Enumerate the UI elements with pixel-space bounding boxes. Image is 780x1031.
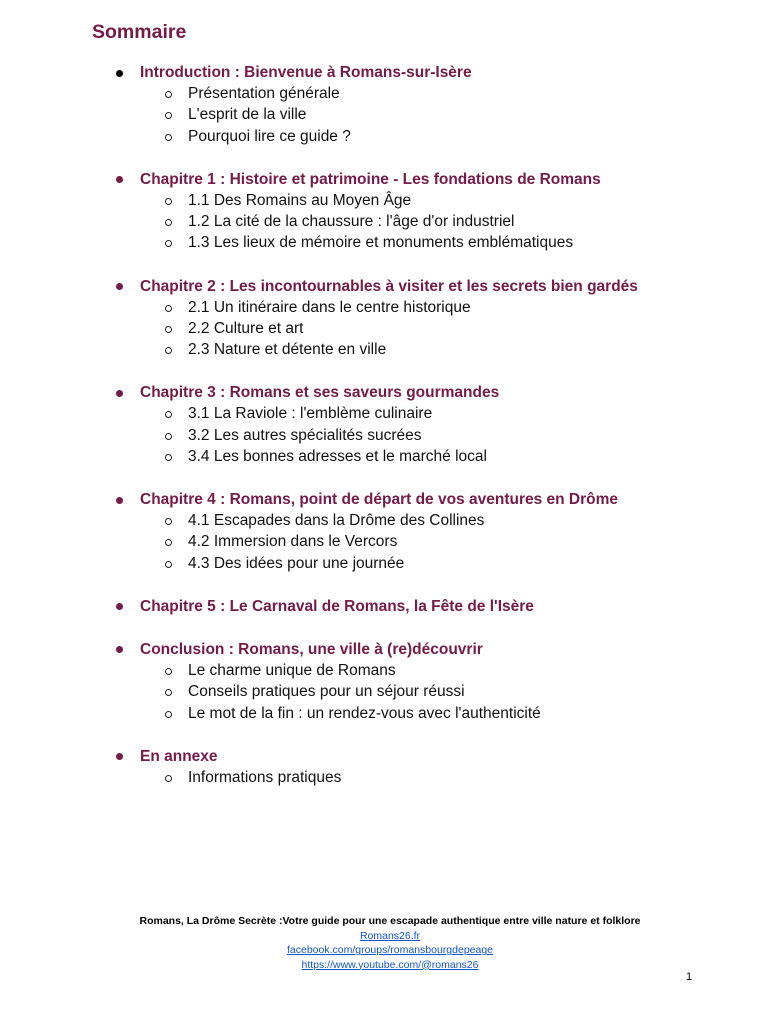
hollow-bullet-icon [165,518,172,525]
toc-subitem[interactable] [0,446,780,467]
toc-subitem-label: 3.4 Les bonnes adresses et le marché local [188,447,487,465]
hollow-bullet-icon [165,91,172,98]
filled-bullet-icon [116,390,123,397]
page-title: Sommaire [92,21,187,43]
toc-subitem[interactable] [0,553,780,574]
filled-bullet-icon [116,497,123,504]
toc-heading-label: Chapitre 2 : Les incontournables à visiter et les secrets bien gardés [140,277,638,295]
hollow-bullet-icon [165,454,172,461]
toc-subitem-label: Pourquoi lire ce guide ? [188,127,351,145]
toc-subitem-label: Informations pratiques [188,768,342,786]
toc-heading[interactable] [0,169,780,190]
toc-subitem[interactable] [0,510,780,531]
toc-heading-label: Chapitre 4 : Romans, point de départ de vos aventures en Drôme [140,491,619,508]
toc-heading[interactable] [0,639,780,660]
toc-subitem[interactable] [0,190,780,211]
hollow-bullet-icon [165,198,172,205]
toc-subitem[interactable] [0,211,780,232]
toc-section-conclusion [0,639,780,724]
hollow-bullet-icon [165,347,172,354]
toc-heading[interactable] [0,489,780,510]
toc-section-annexe [0,746,780,788]
toc-subitem[interactable] [0,703,780,724]
hollow-bullet-icon [165,219,172,226]
toc-section-chapitre-5 [0,596,780,617]
hollow-bullet-icon [165,411,172,418]
toc-subitem-label: 2.2 Culture et art [188,319,304,337]
toc-heading[interactable] [0,276,780,297]
toc-subitem[interactable] [0,531,780,552]
filled-bullet-icon [116,283,123,290]
hollow-bullet-icon [165,112,172,119]
filled-bullet-icon [116,646,123,653]
page-number: 1 [686,971,693,983]
hollow-bullet-icon [165,539,172,546]
toc-heading[interactable] [0,382,780,403]
hollow-bullet-icon [165,775,172,782]
toc-subitem-label: Conseils pratiques pour un séjour réussi [188,683,465,701]
toc-subitem-label: 1.2 La cité de la chaussure : l'âge d'or industriel [188,213,515,231]
toc-subitem[interactable] [0,339,780,360]
filled-bullet-icon [116,176,123,183]
toc-heading-label: Conclusion : Romans, une ville à (re)découvrir [140,640,483,658]
table-of-contents [0,62,780,810]
filled-bullet-icon [116,70,123,77]
toc-subitem-label: 2.1 Un itinéraire dans le centre historique [188,298,471,316]
toc-heading[interactable] [0,596,780,617]
toc-subitem-label: 4.1 Escapades dans la Drôme des Collines [188,512,485,530]
filled-bullet-icon [116,603,123,610]
toc-heading[interactable] [0,746,780,767]
toc-subitem-label: 3.1 La Raviole : l'emblème culinaire [188,405,433,423]
footer-link-website[interactable]: Romans26.fr [359,930,421,942]
toc-subitem-label: 1.3 Les lieux de mémoire et monuments emblématiques [188,234,574,252]
hollow-bullet-icon [165,240,172,247]
toc-section-chapitre-3 [0,382,780,467]
hollow-bullet-icon [165,561,172,568]
page-footer [0,914,780,972]
toc-section-chapitre-1 [0,169,780,254]
toc-subitem-label: Le charme unique de Romans [188,662,396,680]
toc-subitem[interactable] [0,83,780,104]
toc-subitem[interactable] [0,104,780,125]
toc-section-chapitre-4 [0,489,780,574]
toc-subitem-label: Le mot de la fin : un rendez-vous avec l'authenticité [188,704,541,722]
filled-bullet-icon [116,753,123,760]
hollow-bullet-icon [165,711,172,718]
toc-subitem-label: 4.3 Des idées pour une journée [188,554,405,572]
toc-subitem-label: L'esprit de la ville [188,106,307,124]
toc-heading-label: Chapitre 3 : Romans et ses saveurs gourmandes [140,384,500,402]
toc-subitem[interactable] [0,126,780,147]
toc-heading[interactable] [0,62,780,83]
hollow-bullet-icon [165,326,172,333]
toc-subitem-label: 2.3 Nature et détente en ville [188,341,387,359]
toc-subitem[interactable] [0,318,780,339]
toc-section-introduction [0,62,780,147]
toc-subitem[interactable] [0,297,780,318]
toc-subitem-label: 1.1 Des Romains au Moyen Âge [188,191,412,209]
footer-link-youtube[interactable]: https://www.youtube.com/@romans26 [301,958,479,971]
toc-section-chapitre-2 [0,276,780,361]
toc-subitem-label: Présentation générale [188,85,340,103]
footer-tagline: Romans, La Drôme Secrète :Votre guide pour une escapade authentique entre ville nature et folklore [139,915,641,927]
toc-subitem-label: 4.2 Immersion dans le Vercors [188,533,398,551]
toc-subitem[interactable] [0,403,780,424]
toc-subitem[interactable] [0,660,780,681]
toc-subitem[interactable] [0,232,780,253]
toc-heading-label: Introduction : Bienvenue à Romans-sur-Isère [140,64,472,81]
hollow-bullet-icon [165,689,172,696]
hollow-bullet-icon [165,433,172,440]
toc-heading-label: Chapitre 5 : Le Carnaval de Romans, la Fête de l'Isère [140,597,534,615]
toc-subitem[interactable] [0,767,780,788]
toc-heading-label: En annexe [140,747,218,765]
hollow-bullet-icon [165,668,172,675]
footer-link-facebook[interactable]: facebook.com/groups/romansbourgdepeage [286,944,494,957]
toc-heading-label: Chapitre 1 : Histoire et patrimoine - Les fondations de Romans [140,170,601,188]
toc-subitem-label: 3.2 Les autres spécialités sucrées [188,426,422,444]
hollow-bullet-icon [165,305,172,312]
toc-subitem[interactable] [0,681,780,702]
hollow-bullet-icon [165,134,172,141]
toc-subitem[interactable] [0,425,780,446]
